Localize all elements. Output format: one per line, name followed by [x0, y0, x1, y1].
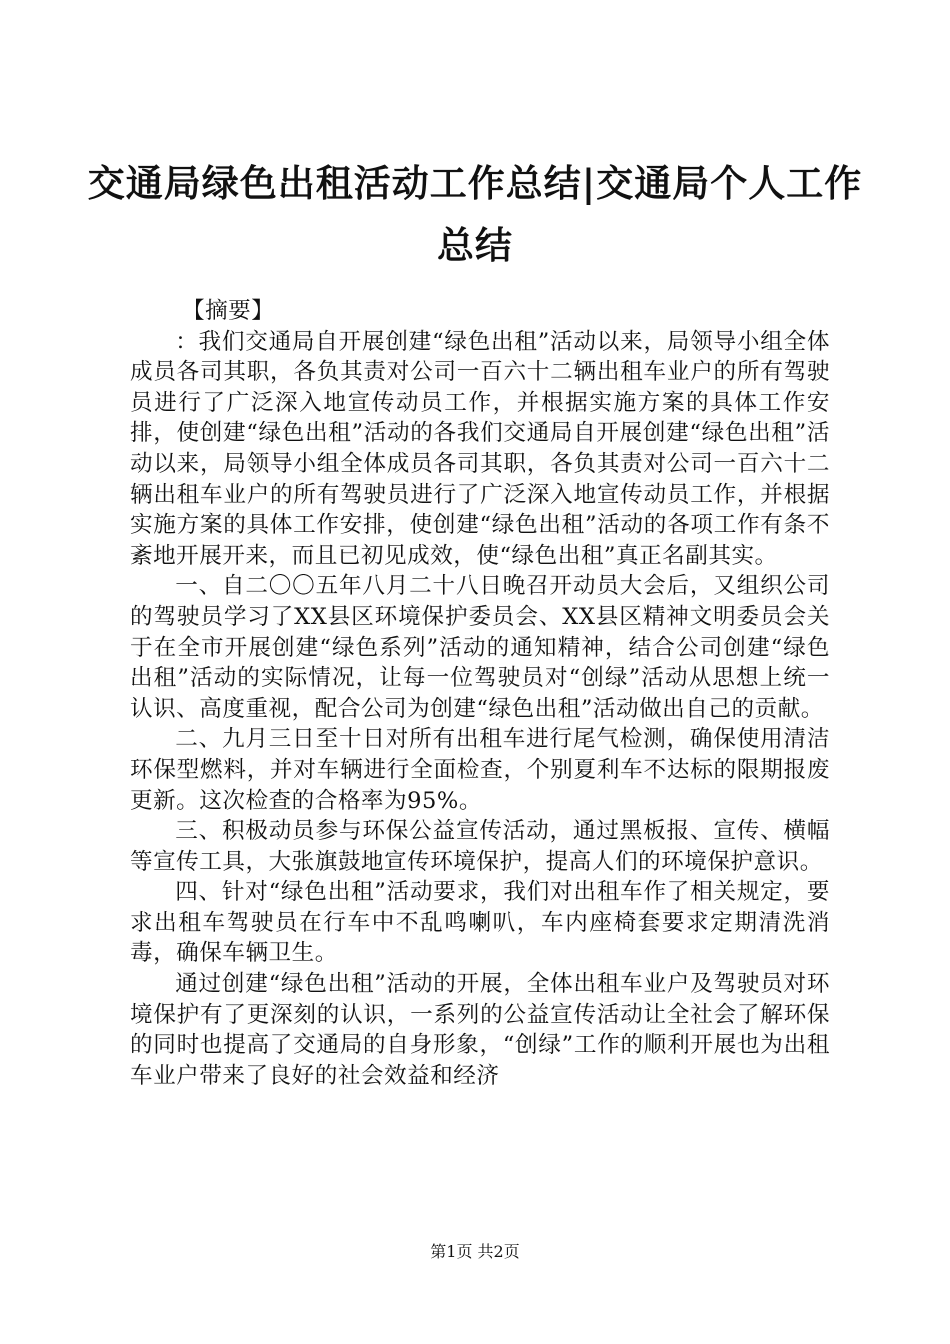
document-body — [130, 296, 830, 1091]
abstract-paragraph: ：我们交通局自开展创建“绿色出租”活动以来，局领导小组全体成员各司其职，各负其责对公司一百六十二辆出租车业户的所有驾驶员进行了广泛深入地宣传动员工作，并根据实施方案的具体工作安排，使创建“绿色出租”活动的各我们交通局自开展创建“绿色出租”活动以来，局领导小组全体成员各司其职，各负其责对公司一百六十二辆出租车业户的所有驾驶员进行了广泛深入地宣传动员工作，并根据实施方案的具体工作安排，使创建“绿色出租”活动的各项工作有条不紊地开展开来，而且已初见成效，使“绿色出租”真正名副其实。 — [130, 328, 830, 569]
page-indicator: 第1页 共2页 — [430, 1242, 520, 1261]
abstract-label: 【摘要】 — [182, 298, 275, 324]
document-title: 交通局绿色出租活动工作总结|交通局个人工作总结 — [87, 161, 863, 267]
body-paragraph-2: 二、九月三日至十日对所有出租车进行尾气检测，确保使用清洁环保型燃料，并对车辆进行全面检查，个别夏利车不达标的限期报废更新。这次检查的合格率为95%。 — [130, 726, 830, 814]
body-paragraph-4: 四、针对“绿色出租”活动要求，我们对出租车作了相关规定，要求出租车驾驶员在行车中不乱鸣喇叭，车内座椅套要求定期清洗消毒，确保车辆卫生。 — [130, 879, 830, 967]
body-paragraph-5: 通过创建“绿色出租”活动的开展，全体出租车业户及驾驶员对环境保护有了更深刻的认识，一系列的公益宣传活动让全社会了解环保的同时也提高了交通局的自身形象，“创绿”工作的顺利开展也为出租车业户带来了良好的社会效益和经济 — [130, 971, 830, 1089]
body-paragraph-3: 三、积极动员参与环保公益宣传活动，通过黑板报、宣传、横幅等宣传工具，大张旗鼓地宣传环境保护，提高人们的环境保护意识。 — [130, 818, 830, 875]
page-footer — [0, 1242, 950, 1262]
body-paragraph-1: 一、自二〇〇五年八月二十八日晚召开动员大会后，又组织公司的驾驶员学习了XX县区环境保护委员会、XX县区精神文明委员会关于在全市开展创建“绿色系列”活动的通知精神，结合公司创建“绿色出租”活动的实际情况，让每一位驾驶员对“创绿”活动从思想上统一认识、高度重视，配合公司为创建“绿色出租”活动做出自己的贡献。 — [130, 573, 830, 722]
